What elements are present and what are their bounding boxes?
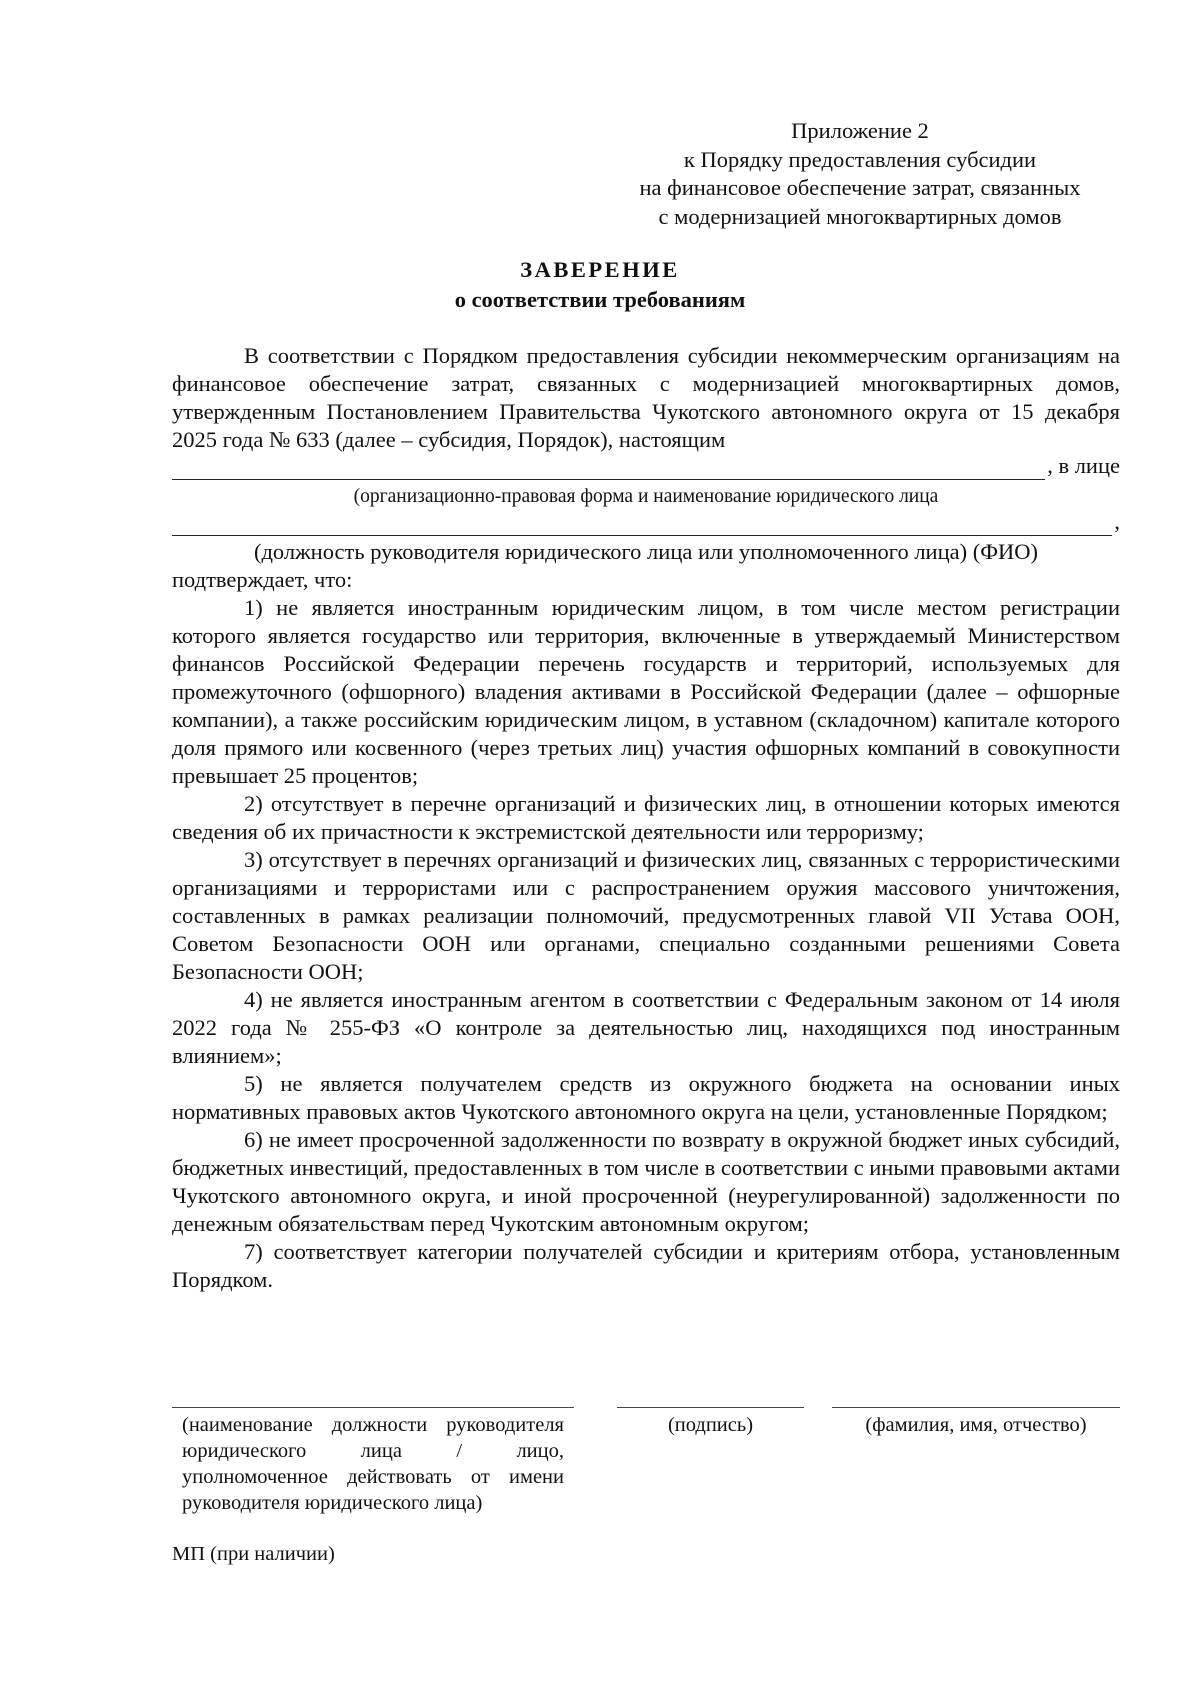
head-fill-row: [172, 508, 1120, 536]
org-name-caption: (организационно-правовая форма и наименование юридического лица: [353, 486, 939, 507]
stamp-label: МП (при наличии): [172, 1543, 335, 1565]
list-item: 1) не является иностранным юридическим лицом, в том числе местом регистрации которого является государство или территория, включенные в утверждаемый Министерством финансов Российской Федерации перечень государств и территорий, используемых для промежуточного (офшорного) владения активами в Российской Федерации (далее – офшорные компании), а также российским юридическим лицом, в уставном (складочном) капитале которого доля прямого или косвенного (через третьих лиц) участия офшорных компаний в совокупности превышает 25 процентов;: [172, 595, 1120, 788]
head-tail: ,: [1114, 509, 1120, 534]
list-item: 2) отсутствует в перечне организаций и физических лиц, в отношении которых имеются сведения об их причастности к экстремистской деятельности или терроризму;: [172, 791, 1120, 844]
appendix-line-3: на финансовое обеспечение затрат, связанных: [639, 175, 1081, 200]
appendix-header: [600, 117, 1120, 231]
confirms-text: подтверждает, что:: [172, 567, 353, 592]
position-caption: (наименование должности руководителя юридического лица / лицо, уполномоченное действовать от имени руководителя юридического лица): [182, 1414, 564, 1514]
signature-sign-field: [617, 1407, 804, 1438]
title-main: ЗАВЕРЕНИЕ: [520, 257, 680, 282]
requirements-list: [172, 594, 1120, 1294]
intro-paragraph: В соответствии с Порядком предоставления субсидии некоммерческим организациям на финансовое обеспечение затрат, связанных с модернизацией многоквартирных домов, утвержденным Постановлением Правительства Чукотского автономного округа от 15 декабря 2025 года № 633 (далее – субсидия, Порядок), настоящим: [172, 343, 1120, 452]
list-item: 7) соответствует категории получателей субсидии и критериям отбора, установленным Порядком.: [172, 1239, 1120, 1292]
appendix-line-4: с модернизацией многоквартирных домов: [658, 203, 1062, 229]
list-item: 3) отсутствует в перечнях организаций и физических лиц, связанных с террористическими организациями и террористами или с распространением оружия массового уничтожения, составленных в рамках реализации полномочий, предусмотренных главой VII Устава ООН, Советом Безопасности ООН или органами, специально созданными решениями Совета Безопасности ООН;: [172, 847, 1120, 984]
sign-caption: (подпись): [667, 1414, 754, 1436]
org-name-fill-row: [172, 452, 1120, 480]
signature-position-field: [172, 1407, 574, 1516]
confirms-block: [172, 566, 1120, 594]
org-name-tail: , в лице: [1047, 453, 1120, 478]
list-item: 6) не имеет просроченной задолженности по возврату в окружной бюджет иных субсидий, бюджетных инвестиций, предоставленных в том числе в соответствии с иными правовыми актами Чукотского автономного округа, и иной просроченной (неурегулированной) задолженности по денежным обязательствам перед Чукотским автономным округом;: [172, 1127, 1120, 1236]
list-item: 5) не является получателем средств из окружного бюджета на основании иных нормативных правовых актов Чукотского автономного округа на цели, установленные Порядком;: [172, 1071, 1120, 1124]
name-caption: (фамилия, имя, отчество): [865, 1414, 1087, 1436]
head-blank-line: [172, 513, 1112, 536]
signature-block: [172, 1407, 1120, 1527]
document-title: [0, 255, 1200, 315]
title-sub: о соответствии требованиям: [454, 287, 746, 312]
intro-block: [172, 342, 1120, 454]
signature-name-field: [832, 1407, 1120, 1438]
appendix-line-1: Приложение 2: [791, 118, 929, 143]
list-item: 4) не является иностранным агентом в соответствии с Федеральным законом от 14 июля 2022 года № 255-ФЗ «О контроле за деятельностью лиц, находящихся под иностранным влиянием»;: [172, 987, 1120, 1068]
appendix-line-2: к Порядку предоставления субсидии: [683, 146, 1037, 172]
head-caption: (должность руководителя юридического лица или уполномоченного лица) (ФИО): [253, 539, 1039, 564]
org-name-blank-line: [172, 457, 1045, 480]
